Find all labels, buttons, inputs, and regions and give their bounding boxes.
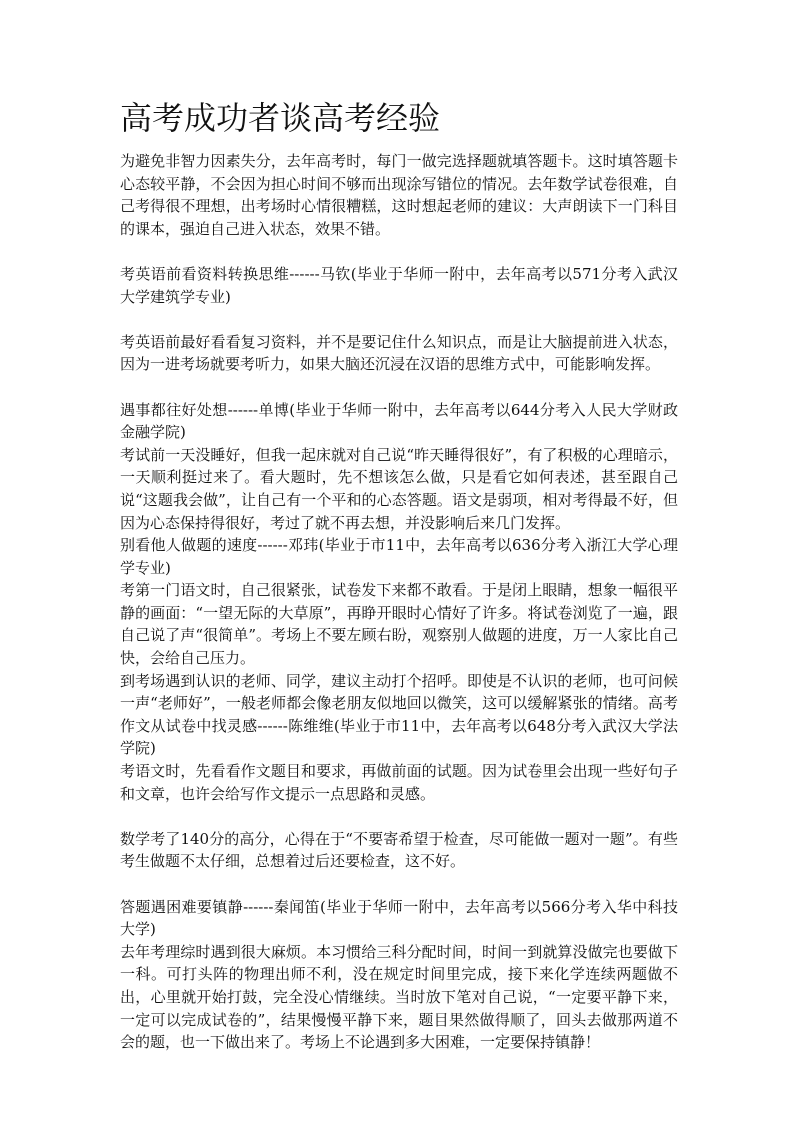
paragraph-composition: 考语文时，先看看作文题目和要求，再做前面的试题。因为试卷里会出现一些好句子和文章，也许会给写作文提示一点思路和灵感。 bbox=[120, 762, 678, 803]
paragraph-speed: 考第一门语文时，自己很紧张，试卷发下来都不敢看。于是闭上眼睛，想象一幅很平静的画面：“一望无际的大草原”，再睁开眼时心情好了许多。将试卷浏览了一遍，跟自己说了声“很简单”。考场上不要左顾右盼，观察别人做题的进度，万一人家比自己快，会给自己压力。 bbox=[120, 581, 678, 668]
document-title: 高考成功者谈高考经验 bbox=[120, 99, 441, 137]
paragraph-intro: 为避免非智力因素失分，去年高考时，每门一做完选择题就填答题卡。这时填答题卡心态较平静，不会因为担心时间不够而出现涂写错位的情况。去年数学试卷很难，自己考得很不理想，出考场时心情很糟糕，这时想起老师的建议：大声朗读下一门科目的课本，强迫自己进入状态，效果不错。 bbox=[120, 152, 678, 238]
section-heading-positive: 遇事都往好处想------单博(毕业于华师一附中，去年高考以644分考入人民大学财政金融学院) bbox=[120, 400, 678, 442]
paragraph-english: 考英语前最好看看复习资料，并不是要记住什么知识点，而是让大脑提前进入状态，因为一进考场就要考听力，如果大脑还沉浸在汉语的思维方式中，可能影响发挥。 bbox=[120, 332, 678, 374]
document-body bbox=[120, 150, 678, 1054]
paragraph-math: 数学考了140分的高分，心得在于“不要寄希望于检查，尽可能做一题对一题”。有些考生做题不太仔细，总想着过后还要检查，这不好。 bbox=[120, 829, 678, 871]
section-heading-calm: 答题遇困难要镇静------秦闻笛(毕业于华师一附中，去年高考以566分考入华中科技大学) bbox=[120, 897, 678, 939]
paragraph-calm: 去年考理综时遇到很大麻烦。本习惯给三科分配时间，时间一到就算没做完也要做下一科。可打头阵的物理出师不利，没在规定时间里完成，接下来化学连续两题做不出，心里就开始打鼓，完全没心情继续。当时放下笔对自己说，“一定要平静下来，一定可以完成试卷的”，结果慢慢平静下来，题目果然做得顺了，回头去做那两道不会的题，也一下做出来了。考场上不论遇到多大困难，一定要保持镇静！ bbox=[120, 942, 678, 1052]
paragraph-greeting: 到考场遇到认识的老师、同学，建议主动打个招呼。即使是不认识的老师，也可问候一声“老师好”，一般老师都会像老朋友似地回以微笑，这可以缓解紧张的情绪。高考作文从试卷中找灵感------陈维维(毕业于市11中，去年高考以648分考入武汉大学法学院) bbox=[120, 671, 678, 758]
paragraph-positive: 考试前一天没睡好，但我一起床就对自己说“昨天睡得很好”，有了积极的心理暗示，一天顺利挺过来了。看大题时，先不想该怎么做，只是看它如何表述，甚至跟自己说“这题我会做”，让自己有一个平和的心态答题。语文是弱项，相对考得最不好，但因为心态保持得很好，考过了就不再去想，并没影响后来几门发挥。 bbox=[120, 445, 678, 532]
section-heading-speed: 别看他人做题的速度------邓玮(毕业于市11中，去年高考以636分考入浙江大学心理学专业) bbox=[120, 536, 678, 577]
section-heading-english: 考英语前看资料转换思维------马钦(毕业于华师一附中，去年高考以571分考入武汉大学建筑学专业) bbox=[120, 264, 678, 306]
